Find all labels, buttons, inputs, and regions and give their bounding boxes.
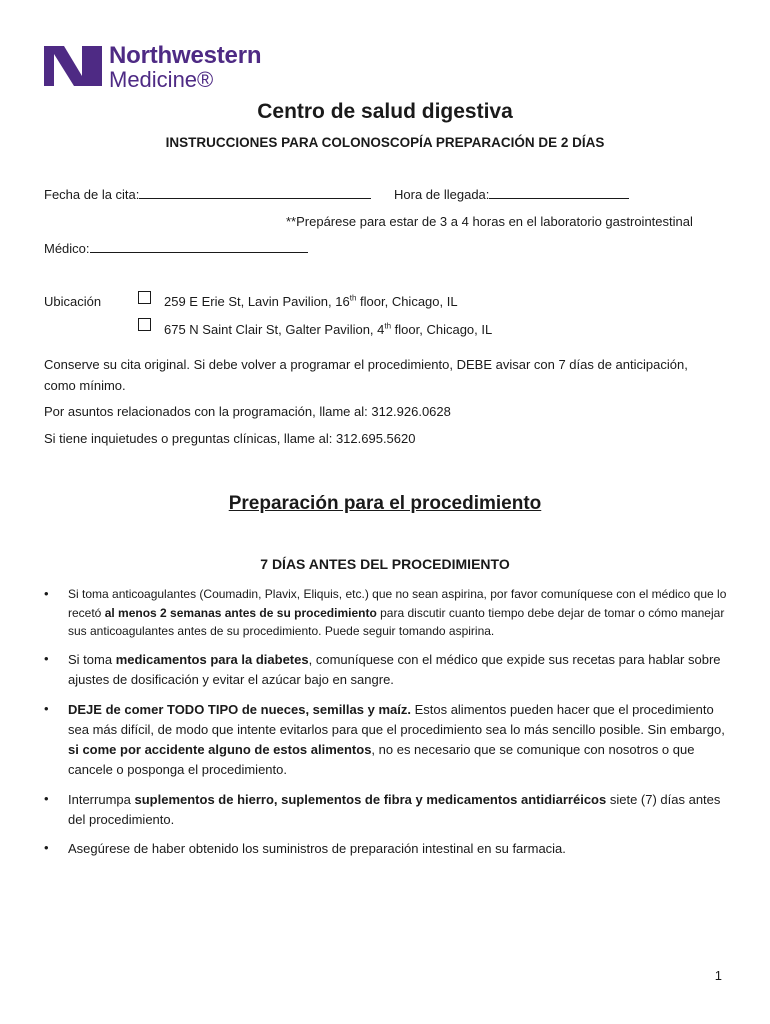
bullet-1-text: Si toma anticoagulantes (Coumadin, Plavix, Eliquis, etc.) que no sean aspirina, por favor comuníquese con el médico que lo recetó al menos 2 semanas antes de su procedimiento para discutir cuanto tiempo debe dejar de tomar o cómo manejar sus anticoagulantes antes de su procedimiento. Puede seguir tomando aspirina. (68, 587, 727, 638)
arrival-time-blank (489, 186, 629, 199)
bullet-5-text: Asegúrese de haber obtenido los suministros de preparación intestinal en su farmacia. (68, 841, 566, 856)
bullet-1-dot: • (44, 586, 49, 601)
document-title: Centro de salud digestiva (257, 100, 513, 123)
bullet-4-text: Interrumpa suplementos de hierro, suplementos de fibra y medicamentos antidiarréicos siete (7) días antes del procedimiento. (68, 792, 721, 827)
northwestern-logo-text (109, 44, 261, 91)
appointment-date-blank (139, 186, 371, 199)
appointment-date-field (44, 186, 371, 202)
arrival-time-label: Hora de llegada: (394, 187, 490, 202)
document-subtitle: INSTRUCCIONES PARA COLONOSCOPÍA PREPARACIÓN DE 2 DÍAS (165, 135, 605, 150)
bullet-3-text: DEJE de comer TODO TIPO de nueces, semillas y maíz. Estos alimentos pueden hacer que el procedimiento sea más difícil, de modo que intente evitarlos para que el procedimiento sea lo más sencillo posible. Sin embargo, si come por accidente alguno de estos alimentos, no es necesario que se comunique con nosotros o que cancele o posponga el procedimiento. (68, 702, 725, 777)
clinical-phone: Si tiene inquietudes o preguntas clínicas, llame al: 312.695.5620 (44, 431, 416, 446)
bullet-3-dot: • (44, 701, 49, 716)
logo-line-1: Northwestern (109, 42, 262, 69)
page-number: 1 (714, 968, 722, 983)
logo-line-2: Medicine® (109, 67, 214, 92)
doctor-field (44, 240, 308, 256)
bullet-2-dot: • (44, 651, 49, 666)
location-galter-text: 675 N Saint Clair St, Galter Pavilion, 4th floor, Chicago, IL (164, 321, 493, 337)
arrival-time-field (394, 186, 629, 202)
location-galter-checkbox[interactable] (138, 318, 151, 331)
section-subtitle: 7 DÍAS ANTES DEL PROCEDIMIENTO (260, 556, 510, 572)
prep-duration-note: **Prepárese para estar de 3 a 4 horas en el laboratorio gastrointestinal (286, 214, 693, 229)
scheduling-phone: Por asuntos relacionados con la programación, llame al: 312.926.0628 (44, 404, 451, 419)
location-label: Ubicación (44, 294, 102, 309)
bullet-5-dot: • (44, 840, 49, 855)
bullet-4-dot: • (44, 791, 49, 806)
doctor-blank (90, 240, 308, 253)
doctor-label: Médico: (44, 241, 90, 256)
section-title: Preparación para el procedimiento (228, 493, 542, 514)
location-erie-text: 259 E Erie St, Lavin Pavilion, 16th floor, Chicago, IL (164, 293, 458, 309)
bullet-2-text: Si toma medicamentos para la diabetes, comuníquese con el médico que expide sus recetas para hablar sobre ajustes de dosificación y evitar el azúcar bajo en sangre. (68, 652, 721, 687)
reschedule-notice: Conserve su cita original. Si debe volver a programar el procedimiento, DEBE avisar con 7 días de anticipación, (44, 357, 688, 372)
reschedule-notice-cont: como mínimo. (44, 378, 126, 393)
northwestern-logo-mark-icon (44, 46, 102, 86)
location-erie-checkbox[interactable] (138, 291, 151, 304)
appointment-date-label: Fecha de la cita: (44, 187, 140, 202)
